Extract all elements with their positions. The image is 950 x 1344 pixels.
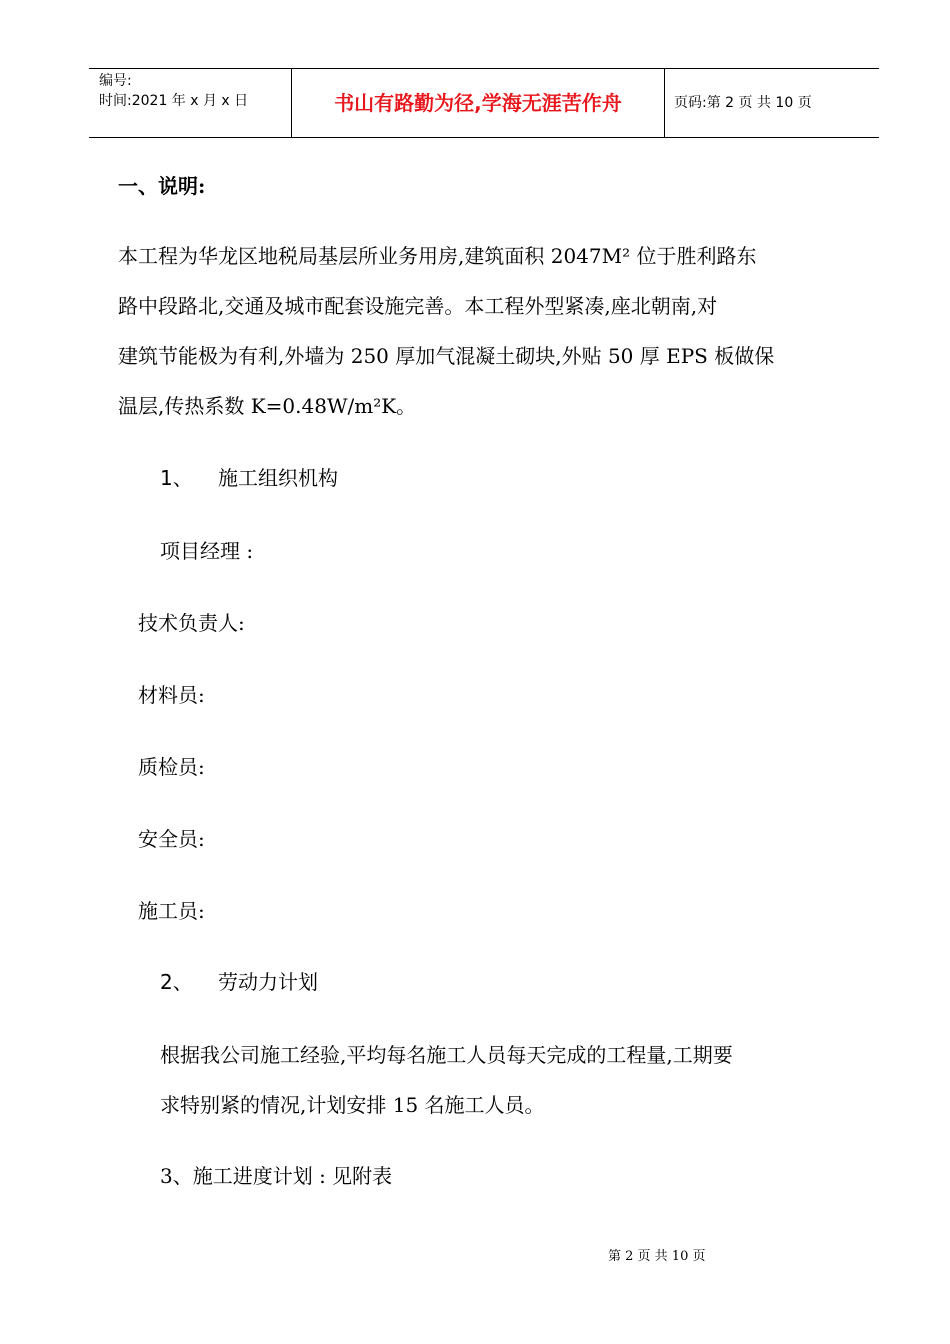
labor-heading-number: 2、 xyxy=(160,970,193,994)
intro-line-4: 温层,传热系数 K=0.48W/m²K。 xyxy=(118,394,417,418)
intro-line-2: 路中段路北,交通及城市配套设施完善。本工程外型紧凑,座北朝南,对 xyxy=(118,294,718,318)
role-quality: 质检员: xyxy=(138,755,205,779)
time-label: 时间:2021 年 x 月 x 日 xyxy=(99,93,249,109)
section-heading: 一、说明: xyxy=(118,174,206,198)
header-right-cell xyxy=(664,69,879,137)
schedule-heading: 3、施工进度计划 : 见附表 xyxy=(160,1164,393,1188)
labor-heading: 劳动力计划 xyxy=(218,970,318,994)
header-left-cell xyxy=(89,69,291,137)
number-label: 编号: xyxy=(99,73,132,89)
role-construction: 施工员: xyxy=(138,899,205,923)
role-project-manager: 项目经理 : xyxy=(160,539,254,563)
role-safety: 安全员: xyxy=(138,827,205,851)
labor-line-1: 根据我公司施工经验,平均每名施工人员每天完成的工程量,工期要 xyxy=(160,1043,733,1067)
org-heading: 施工组织机构 xyxy=(218,466,338,490)
role-materials: 材料员: xyxy=(138,683,205,707)
labor-line-2: 求特别紧的情况,计划安排 15 名施工人员。 xyxy=(160,1093,545,1117)
intro-line-3: 建筑节能极为有利,外墙为 250 厚加气混凝土砌块,外贴 50 厚 EPS 板做保 xyxy=(118,344,775,368)
role-technical-lead: 技术负责人: xyxy=(138,611,245,635)
page-footer: 第 2 页 共 10 页 xyxy=(608,1249,706,1264)
org-heading-number: 1、 xyxy=(160,466,193,490)
motto: 书山有路勤为径,学海无涯苦作舟 xyxy=(334,91,622,115)
header-middle-cell xyxy=(291,69,665,137)
header-page-info: 页码:第 2 页 共 10 页 xyxy=(674,95,812,111)
document-header xyxy=(89,68,879,138)
intro-line-1: 本工程为华龙区地税局基层所业务用房,建筑面积 2047M² 位于胜利路东 xyxy=(118,244,757,268)
